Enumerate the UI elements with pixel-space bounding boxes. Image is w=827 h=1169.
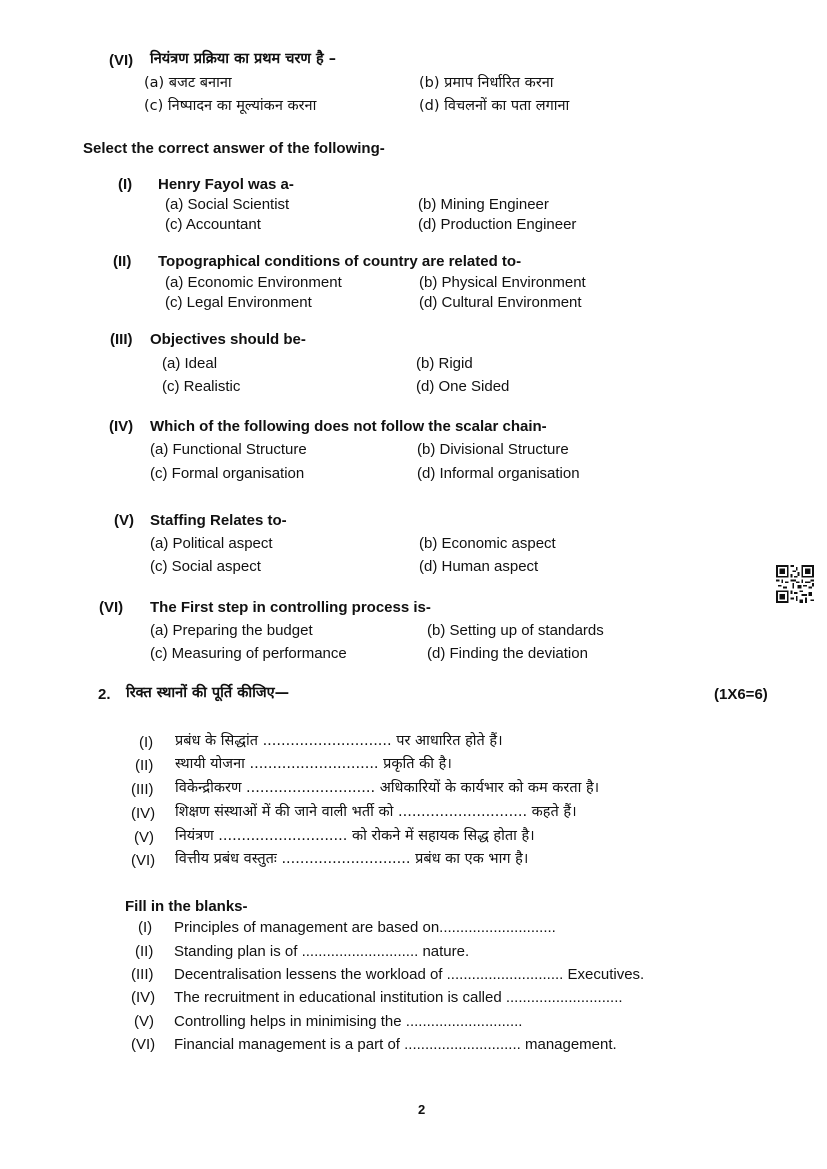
hindi-item-number: (III) bbox=[131, 781, 154, 798]
option-a: (a) Economic Environment bbox=[165, 274, 342, 291]
hindi-item-text: स्थायी योजना ............................ प्रकृति की है। bbox=[175, 756, 452, 772]
page-number: 2 bbox=[418, 1102, 426, 1117]
qr-code-icon bbox=[776, 565, 814, 603]
option-d: (d) Cultural Environment bbox=[419, 294, 582, 311]
question-number: (I) bbox=[118, 176, 133, 193]
english-item-text: Financial management is a part of ............................ management. bbox=[174, 1036, 617, 1053]
option-c: (c) Social aspect bbox=[150, 558, 261, 575]
option-a: (a) Social Scientist bbox=[165, 196, 290, 213]
english-item-text: Controlling helps in minimising the ............................ bbox=[174, 1013, 523, 1030]
english-heading: Fill in the blanks- bbox=[125, 898, 248, 915]
question-text: Topographical conditions of country are related to- bbox=[158, 253, 522, 270]
option-c: (c) Formal organisation bbox=[150, 465, 305, 482]
hindi-option-a: (a) बजट बनाना bbox=[144, 75, 232, 91]
option-b: (b) Physical Environment bbox=[419, 274, 586, 291]
english-item-number: (I) bbox=[138, 919, 153, 936]
hindi-question-number: (VI) bbox=[109, 52, 134, 69]
option-a: (a) Political aspect bbox=[150, 535, 273, 552]
hindi-item-number: (IV) bbox=[131, 805, 156, 822]
english-item-number: (III) bbox=[131, 966, 154, 983]
mcq-heading: Select the correct answer of the following- bbox=[83, 140, 385, 157]
hindi-item-text: नियंत्रण ............................ को रोकने में सहायक सिद्ध होता है। bbox=[175, 828, 535, 844]
option-c: (c) Measuring of performance bbox=[150, 645, 347, 662]
option-d: (d) Finding the deviation bbox=[427, 645, 588, 662]
english-item-number: (V) bbox=[134, 1013, 154, 1030]
question-number: (IV) bbox=[109, 418, 134, 435]
english-item-text: Principles of management are based on............................ bbox=[174, 919, 556, 936]
english-item-number: (VI) bbox=[131, 1036, 156, 1053]
option-b: (b) Rigid bbox=[416, 355, 473, 372]
option-d: (d) Informal organisation bbox=[417, 465, 580, 482]
option-b: (b) Mining Engineer bbox=[418, 196, 549, 213]
hindi-item-text: प्रबंध के सिद्धांत ............................ पर आधारित होते हैं। bbox=[175, 733, 503, 749]
option-d: (d) One Sided bbox=[416, 378, 510, 395]
question-text: Henry Fayol was a- bbox=[158, 176, 294, 193]
hindi-option-b: (b) प्रमाप निर्धारित करना bbox=[419, 75, 554, 91]
hindi-item-number: (I) bbox=[139, 734, 154, 751]
hindi-option-c: (c) निष्पादन का मूल्यांकन करना bbox=[144, 98, 317, 114]
option-d: (d) Production Engineer bbox=[418, 216, 577, 233]
option-c: (c) Realistic bbox=[162, 378, 241, 395]
english-item-text: The recruitment in educational institution is called ............................ bbox=[174, 989, 623, 1006]
english-item-text: Standing plan is of ............................ nature. bbox=[174, 943, 470, 960]
option-b: (b) Setting up of standards bbox=[427, 622, 604, 639]
question-number: (III) bbox=[110, 331, 133, 348]
question-number: (VI) bbox=[99, 599, 124, 616]
hindi-item-number: (V) bbox=[134, 829, 154, 846]
hindi-item-number: (II) bbox=[135, 757, 154, 774]
hindi-option-d: (d) विचलनों का पता लगाना bbox=[419, 98, 570, 114]
hindi-item-text: शिक्षण संस्थाओं में की जाने वाली भर्ती को ............................ कहते हैं। bbox=[175, 804, 577, 820]
option-a: (a) Ideal bbox=[162, 355, 218, 372]
option-c: (c) Legal Environment bbox=[165, 294, 312, 311]
hindi-item-text: विकेन्द्रीकरण ............................ अधिकारियों के कार्यभार को कम करता है। bbox=[175, 780, 600, 796]
option-a: (a) Preparing the budget bbox=[150, 622, 313, 639]
question-text: Which of the following does not follow the scalar chain- bbox=[150, 418, 547, 435]
question-text: The First step in controlling process is- bbox=[150, 599, 431, 616]
question-text: Objectives should be- bbox=[150, 331, 306, 348]
question-number: (V) bbox=[114, 512, 134, 529]
option-b: (b) Economic aspect bbox=[419, 535, 556, 552]
hindi-question-text: नियंत्रण प्रक्रिया का प्रथम चरण है – bbox=[150, 51, 336, 67]
option-b: (b) Divisional Structure bbox=[417, 441, 569, 458]
option-c: (c) Accountant bbox=[165, 216, 261, 233]
option-a: (a) Functional Structure bbox=[150, 441, 307, 458]
section-number: 2. bbox=[98, 686, 111, 703]
hindi-item-number: (VI) bbox=[131, 852, 156, 869]
question-text: Staffing Relates to- bbox=[150, 512, 287, 529]
section-heading: रिक्त स्थानों की पूर्ति कीजिए— bbox=[126, 685, 290, 701]
english-item-number: (II) bbox=[135, 943, 154, 960]
english-item-text: Decentralisation lessens the workload of ............................ Executives. bbox=[174, 966, 645, 983]
english-item-number: (IV) bbox=[131, 989, 156, 1006]
option-d: (d) Human aspect bbox=[419, 558, 539, 575]
hindi-item-text: वित्तीय प्रबंध वस्तुतः ............................ प्रबंध का एक भाग है। bbox=[175, 851, 529, 867]
section-marks: (1X6=6) bbox=[714, 686, 768, 703]
question-number: (II) bbox=[113, 253, 132, 270]
